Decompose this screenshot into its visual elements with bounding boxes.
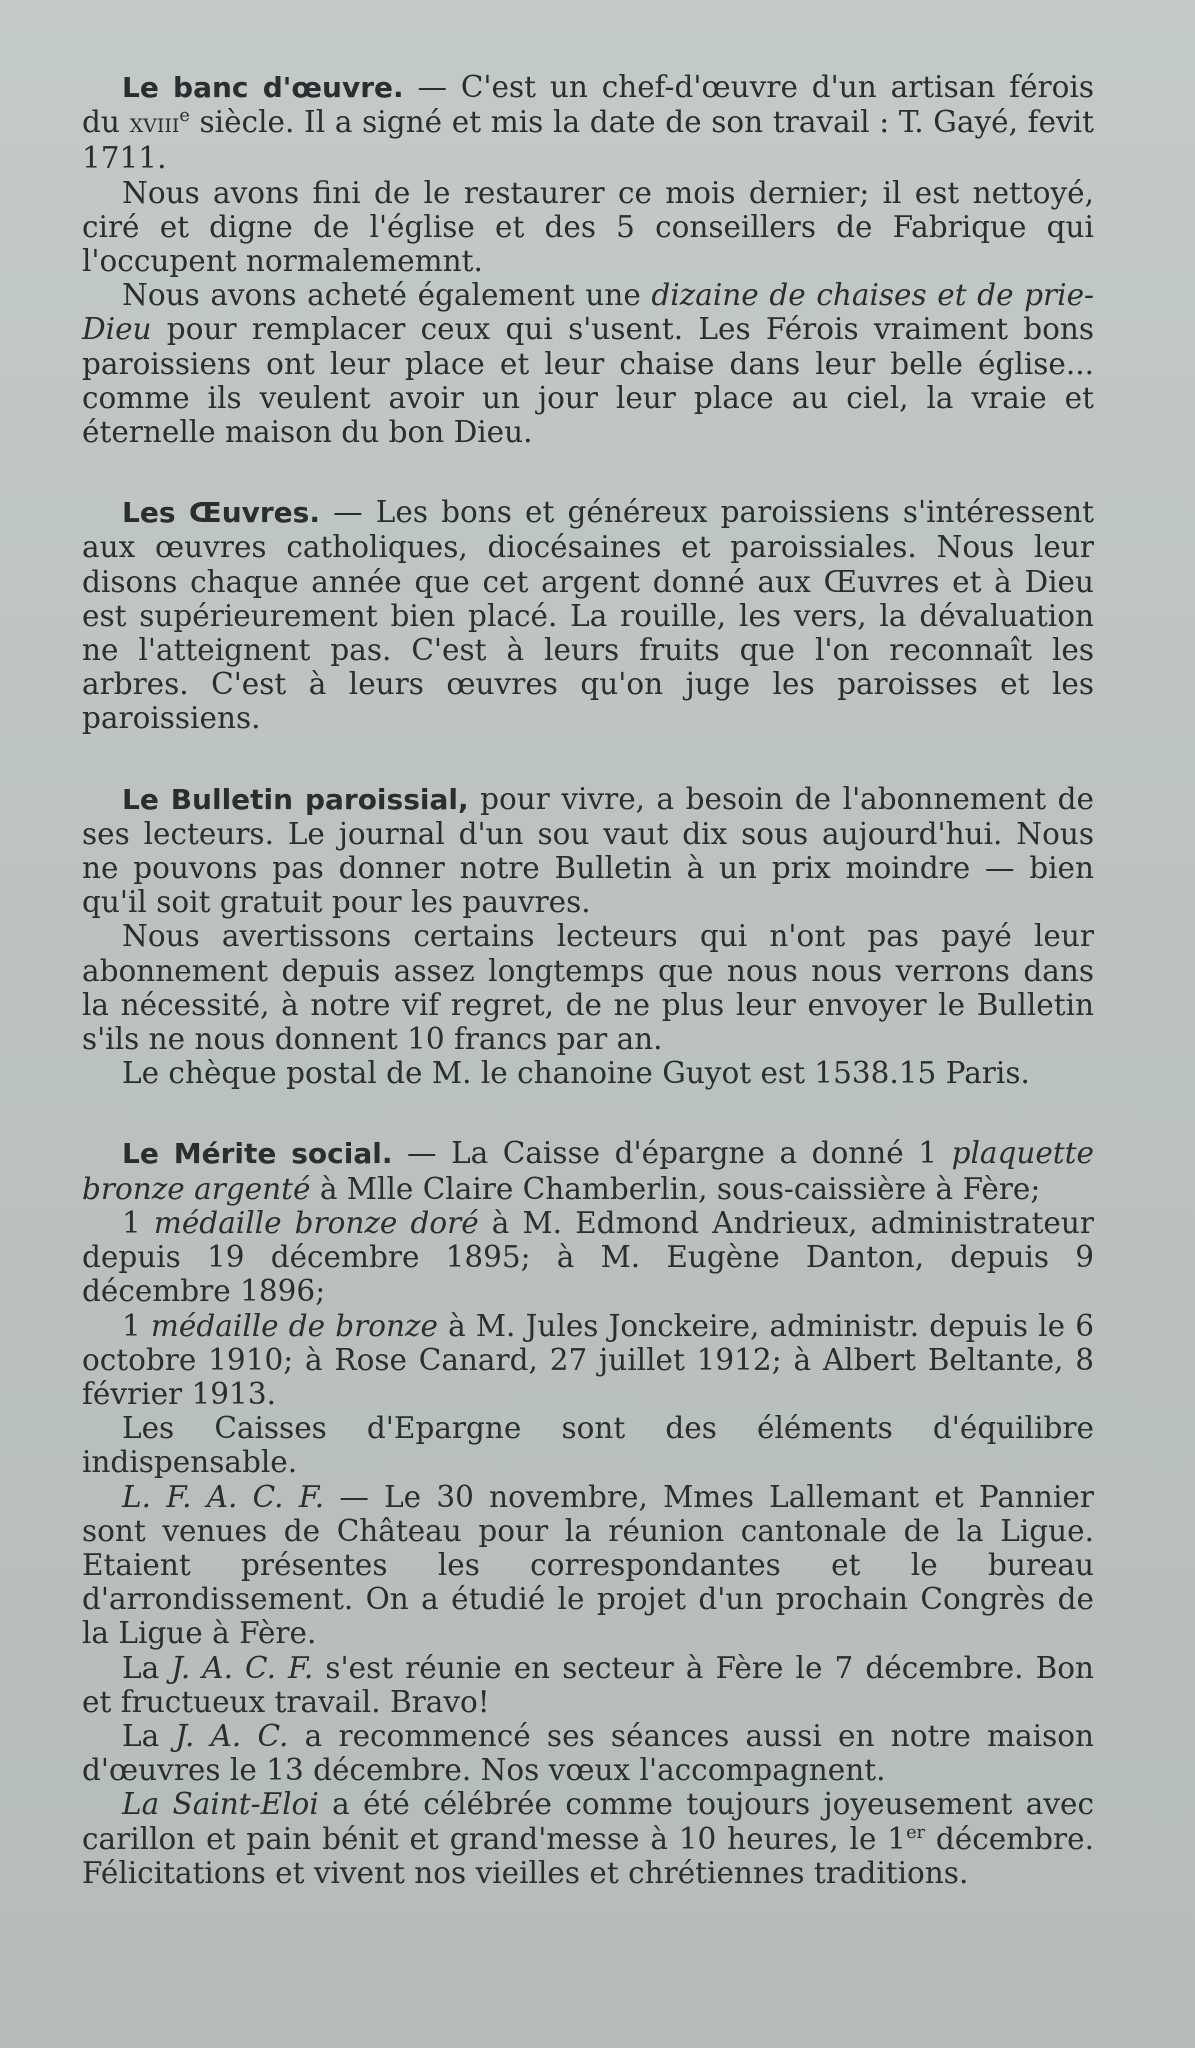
paragraph-text: à M. Jules Jonckeire, administr. depuis le 6 octobre 1910; à Rose Canard, 27 juillet 1912; à Albert Beltante, 8 février 1913. [82,1308,1094,1411]
paragraph [82,1787,1094,1890]
italic-text: médaille bronze doré [153,1205,479,1240]
italic-text: J. A. C. [175,1718,289,1753]
paragraph-text: La [122,1718,176,1753]
document-body [82,70,1094,1936]
paragraph-text: C'est un chef-d'œuvre d'un artisan férois du [82,70,1094,140]
paragraph [82,1206,1094,1309]
paragraph [82,278,1094,449]
paragraph: Nous avertissons certains lecteurs qui n'ont pas payé leur abonnement depuis assez longtemps que nous nous verrons dans la nécessité, à notre vif regret, de ne plus leur envoyer le Bulletin s'ils ne nous donnent 10 francs par an. [82,919,1094,1057]
paragraph-text: Nous avons acheté également une [122,278,652,313]
section-oeuvres [82,495,1094,735]
italic-text: L. F. A. C. F. [122,1479,325,1514]
paragraph [82,1136,1094,1205]
section-bulletin [82,782,1094,1091]
paragraph [82,1719,1094,1787]
dash: — [319,495,376,530]
section-heading: Le Bulletin paroissial, [122,782,469,816]
paragraph [82,495,1094,735]
paragraph-text: pour vivre, a besoin de l'abonnement de ses lecteurs. Le journal d'un sou vaut dix sous aujourd'hui. Nous ne pouvons pas donner notre Bulletin à un prix moindre — bien qu'il soit gratuit pour les pauvres. [82,781,1094,920]
dash: — [403,70,461,104]
paragraph-text: à Mlle Claire Chamberlin, sous-caissière à Fère; [310,1171,1041,1206]
paragraph-text: 1 [122,1308,151,1343]
paragraph: Les Caisses d'Epargne sont des éléments d'équilibre indispensable. [82,1411,1094,1480]
italic-text: dizaine de chaises et de prie-Dieu [82,278,1094,347]
paragraph-text: à M. Edmond Andrieux, administrateur depuis 19 décembre 1895; à M. Eugène Danton, depuis 9 décembre 1896; [82,1205,1094,1309]
century: xviii [129,108,180,140]
superscript: e [179,106,190,127]
section-heading: Le banc d'œuvre. [122,71,404,104]
paragraph-text: décembre. Félicitations et vivent nos vieilles et chrétiennes traditions. [82,1821,1094,1890]
section-merite-social [82,1136,1094,1889]
paragraph-text: siècle. Il a signé et mis la date de son travail : T. Gayé, fevit 1711. [82,105,1094,176]
paragraph-text: s'est réunie en secteur à Fère le 7 décembre. Bon et fructueux travail. Bravo! [82,1650,1095,1719]
paragraph-text: a recommencé ses séances aussi en notre maison d'œuvres le 13 décembre. Nos vœux l'accompagnent. [82,1718,1094,1788]
section-heading: Le Mérite social. [122,1137,393,1171]
section-banc-doeuvre [82,70,1094,449]
paragraph: Nous avons fini de le restaurer ce mois dernier; il est nettoyé, ciré et digne de l'église et des 5 conseillers de Fabrique qui l'occupent normalememnt. [82,175,1094,279]
paragraph-text: La Caisse d'épargne a donné 1 [451,1136,952,1171]
paragraph-text: La [122,1650,172,1685]
section-heading: Les Œuvres. [122,496,320,530]
paragraph-text: pour remplacer ceux qui s'usent. Les Férois vraiment bons paroissiens ont leur place et leur chaise dans leur belle église... comme ils veulent avoir un jour leur place au ciel, la vraie et éternelle maison du bon Dieu. [82,312,1094,450]
italic-text: plaquette bronze argenté [82,1136,1094,1206]
paragraph [82,1309,1094,1412]
dash: — [392,1136,452,1171]
paragraph-text: — Le 30 novembre, Mmes Lallemant et Pannier sont venues de Château pour la réunion cantonale de la Ligue. Etaient présentes les correspondantes et le bureau d'arrondissement. On a étudié le projet d'un prochain Congrès de la Ligue à Fère. [82,1479,1094,1651]
italic-text: médaille de bronze [150,1308,438,1343]
paragraph [82,1480,1094,1651]
paragraph [82,1651,1094,1719]
paragraph: Le chèque postal de M. le chanoine Guyot est 1538.15 Paris. [122,1056,1030,1091]
paragraph-text: 1 [122,1205,154,1240]
paragraph [82,70,1094,176]
italic-text: J. A. C. F. [171,1650,314,1685]
italic-text: La Saint-Eloi [122,1787,319,1822]
paragraph [82,782,1094,920]
paragraph-text: Les bons et généreux paroissiens s'intéressent aux œuvres catholiques, diocésaines et paroissiales. Nous leur disons chaque année que cet argent donné aux Œuvres et à Dieu est supérieurement bien placé. La rouille, les vers, la dévaluation ne l'atteignent pas. C'est à leurs fruits que l'on reconnaît les arbres. C'est à leurs œuvres qu'on juge les paroisses et les paroissiens. [82,495,1094,736]
paragraph-text: a été célébrée comme toujours joyeusement avec carillon et pain bénit et grand'messe à 10 heures, le 1 [82,1787,1094,1856]
superscript: er [906,1822,926,1843]
